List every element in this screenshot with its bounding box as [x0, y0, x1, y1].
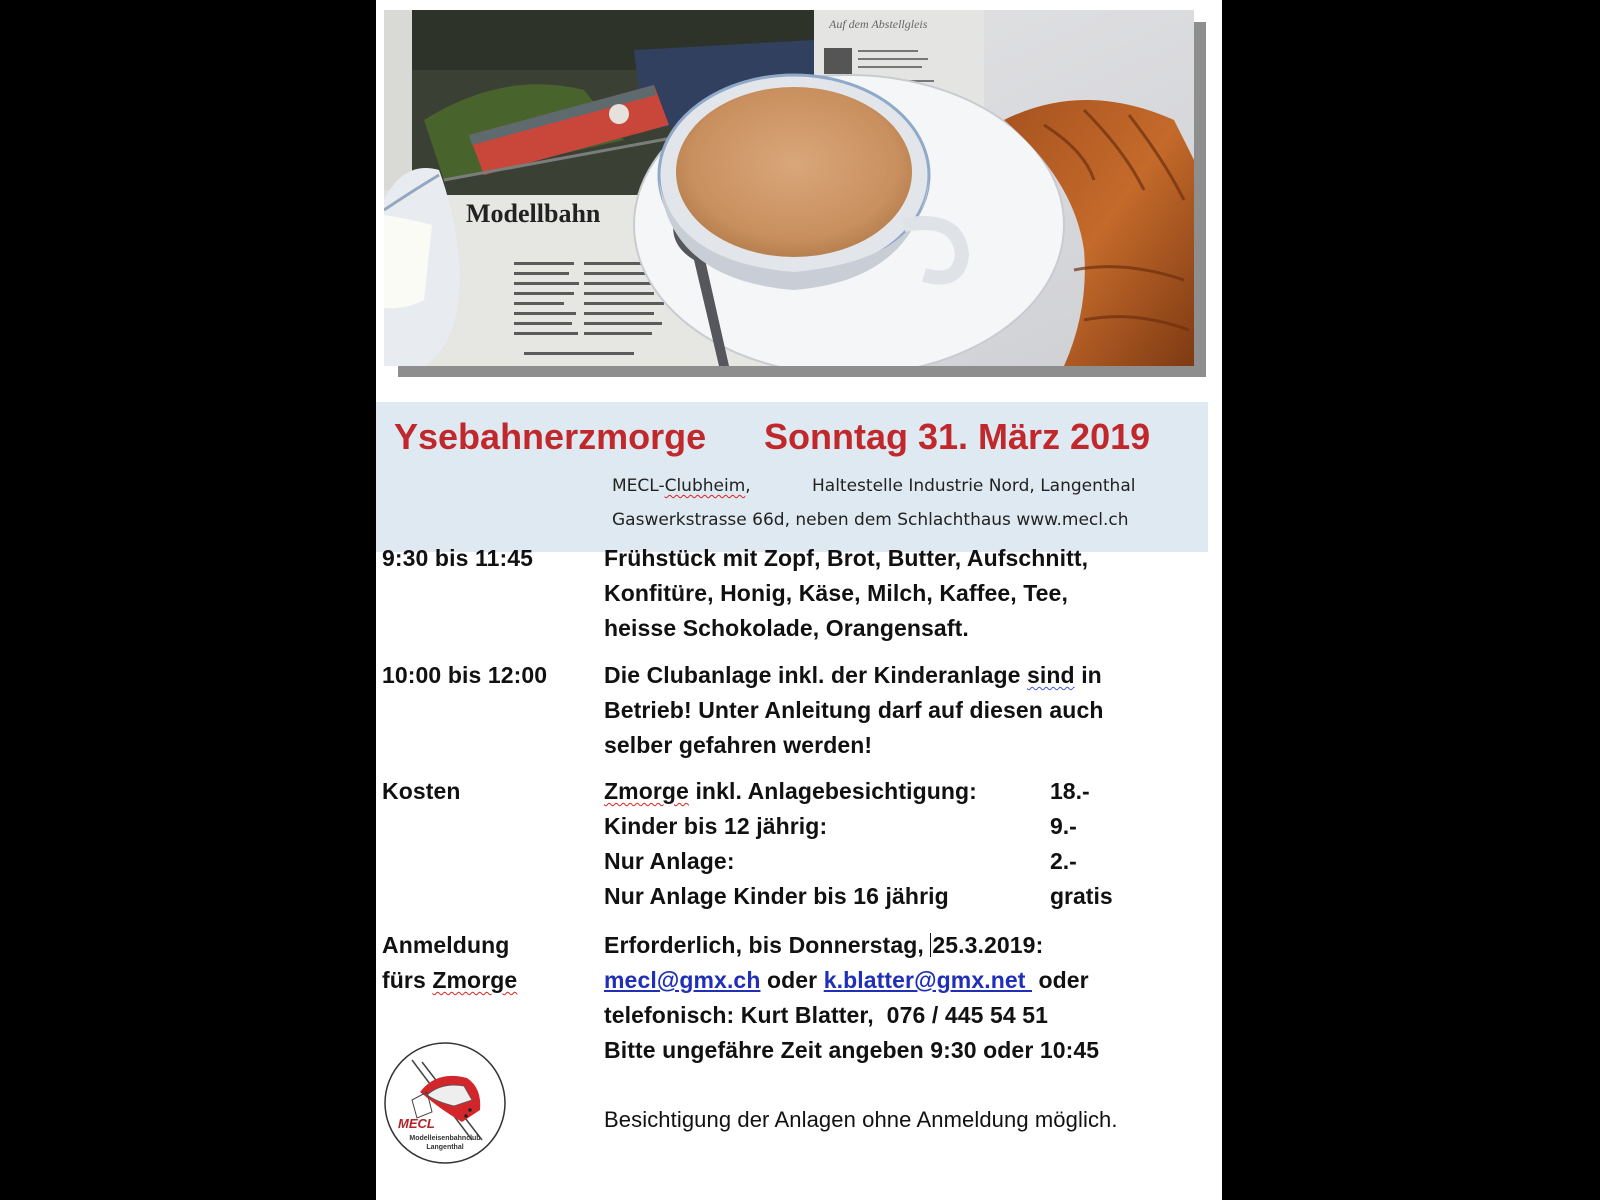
breakfast-photo-illustration: [384, 10, 1194, 366]
address-prefix: MECL-: [612, 476, 665, 496]
svg-text:Langenthal: Langenthal: [426, 1144, 464, 1151]
registration-time-note: Bitte ungefähre Zeit angeben 9:30 oder 10:45: [604, 1037, 1100, 1063]
registration-deadline-date: 25.3.2019:: [932, 932, 1044, 958]
registration-label-word: Zmorge: [432, 967, 518, 993]
address-clubheim: Clubheim: [664, 476, 746, 496]
registration-phone: telefonisch: Kurt Blatter, 076 / 445 54 51: [604, 1002, 1049, 1028]
cost-item-name: Kinder bis 12 jährig:: [604, 813, 828, 839]
layout-line-3: selber gefahren werden!: [604, 732, 873, 758]
breakfast-line-2: Konfitüre, Honig, Käse, Milch, Kaffee, Tee,: [604, 580, 1068, 606]
event-title: Ysebahnerzmorge: [394, 416, 707, 457]
newspaper-side-heading: Auf dem Abstellgleis: [829, 17, 928, 31]
flyer-page: [376, 0, 1222, 1200]
layout-line-1-before: Die Clubanlage inkl. der Kinderanlage: [604, 662, 1028, 688]
title-band: [376, 402, 1208, 552]
visit-note: Besichtigung der Anlagen ohne Anmeldung möglich.: [604, 1107, 1118, 1132]
address-suffix: ,: [745, 476, 751, 496]
layout-line-2: Betrieb! Unter Anleitung darf auf diesen auch: [604, 697, 1104, 723]
cost-item-price: 18.-: [1050, 778, 1090, 804]
registration-label-prefix: fürs: [382, 967, 433, 993]
registration-deadline-text: Erforderlich, bis Donnerstag,: [604, 932, 931, 958]
cost-item-name: Nur Anlage Kinder bis 16 jährig: [604, 883, 949, 909]
cost-item-word: Zmorge: [604, 778, 689, 804]
email-link-mecl[interactable]: mecl@gmx.ch: [604, 967, 761, 993]
registration-emails: [604, 963, 1089, 998]
layout-line-1: [604, 658, 1102, 693]
schedule-time-layout: 10:00 bis 12:00: [382, 662, 548, 688]
layout-line-1-after: in: [1074, 662, 1102, 688]
email-after: oder: [1032, 967, 1089, 993]
costs-label: Kosten: [382, 778, 461, 804]
newspaper-headline: Modellbahn: [466, 199, 601, 228]
address-street: Gaswerkstrasse 66d, neben dem Schlachthaus www.mecl.ch: [612, 510, 1129, 530]
cost-item-name: Nur Anlage:: [604, 848, 735, 874]
cost-item-name: [604, 774, 977, 809]
mecl-logo-graphic: [382, 1040, 508, 1166]
event-date: Sonntag 31. März 2019: [764, 416, 1151, 457]
cost-item-price: 9.-: [1050, 813, 1077, 839]
layout-line-1-word: sind: [1027, 662, 1075, 688]
cost-item-price: gratis: [1050, 883, 1113, 909]
schedule-time-breakfast: 9:30 bis 11:45: [382, 545, 534, 571]
registration-deadline: [604, 928, 1043, 963]
cost-item-rest: inkl. Anlagebesichtigung:: [688, 778, 977, 804]
email-link-blatter[interactable]: k.blatter@gmx.net: [823, 967, 1032, 993]
cost-item-price: 2.-: [1050, 848, 1077, 874]
breakfast-photo: [384, 10, 1194, 366]
registration-label-line-1: Anmeldung: [382, 932, 510, 958]
svg-text:MECL: MECL: [398, 1116, 435, 1131]
breakfast-line-1: Frühstück mit Zopf, Brot, Butter, Aufschnitt,: [604, 545, 1089, 571]
mecl-logo: [382, 1040, 508, 1166]
address-clubhouse: [612, 476, 751, 496]
svg-text:Modelleisenbahnclub: Modelleisenbahnclub: [409, 1135, 481, 1142]
registration-label-line-2: [382, 963, 517, 998]
email-separator: oder: [760, 967, 824, 993]
address-stop: Haltestelle Industrie Nord, Langenthal: [812, 476, 1136, 496]
breakfast-line-3: heisse Schokolade, Orangensaft.: [604, 615, 969, 641]
